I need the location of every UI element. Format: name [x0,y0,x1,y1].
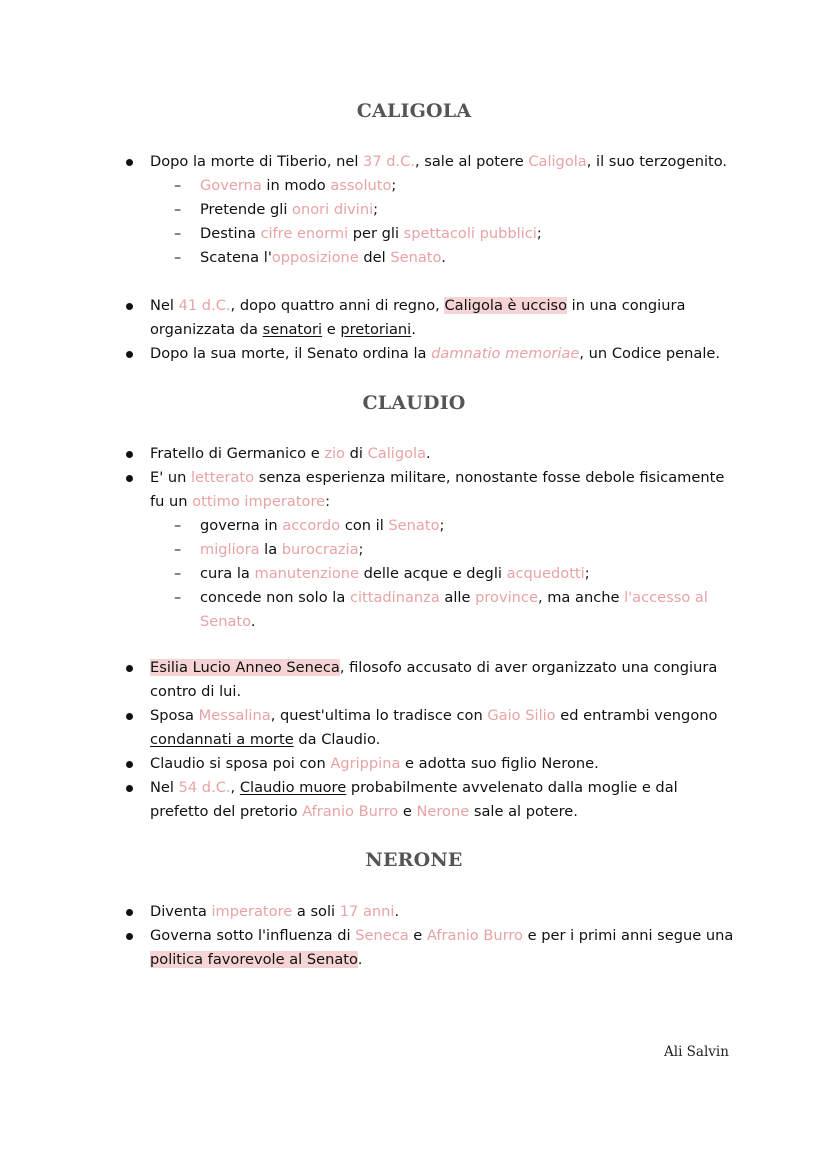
list-item: Dopo la morte di Tiberio, nel 37 d.C., sale al potere Caligola, il suo terzogenito. [0,150,828,174]
list-item: Nel 41 d.C., dopo quattro anni di regno, Caligola è ucciso in una congiura [0,294,828,318]
caligola-list-2 [0,294,828,366]
list-item: Esilia Lucio Anneo Seneca, filosofo accusato di aver organizzato una congiura [0,656,828,680]
list-item: Fratello di Germanico e zio di Caligola. [0,442,828,466]
list-item-continuation: politica favorevole al Senato. [150,951,363,968]
nerone-list [0,900,828,972]
list-item: Dopo la sua morte, il Senato ordina la damnatio memoriae, un Codice penale. [0,342,828,366]
list-item-continuation: fu un ottimo imperatore: [150,493,331,510]
list-item: Sposa Messalina, quest'ultima lo tradisce con Gaio Silio ed entrambi vengono [0,704,828,728]
sub-list-item-continuation: Senato. [200,613,256,630]
sub-list-item: – governa in accordo con il Senato; [0,514,828,538]
section-title-caligola: CALIGOLA [356,100,472,122]
list-item-continuation: prefetto del pretorio Afranio Burro e Nerone sale al potere. [150,803,578,820]
sub-list-item: – cura la manutenzione delle acque e degli acquedotti; [0,562,828,586]
section-title-nerone: NERONE [365,849,463,871]
sub-list-item: – Destina cifre enormi per gli spettacoli pubblici; [0,222,828,246]
list-item-continuation: contro di lui. [150,683,242,700]
section-title-claudio: CLAUDIO [362,392,466,414]
caligola-list [0,150,828,270]
list-item: Nel 54 d.C., Claudio muore probabilmente avvelenato dalla moglie e dal [0,776,828,800]
list-item: Claudio si sposa poi con Agrippina e adotta suo figlio Nerone. [0,752,828,776]
list-item: Diventa imperatore a soli 17 anni. [0,900,828,924]
list-item-continuation: condannati a morte da Claudio. [150,731,381,748]
sub-list-item: – concede non solo la cittadinanza alle province, ma anche l'accesso al [0,586,828,610]
sub-list-item: – Scatena l'opposizione del Senato. [0,246,828,270]
list-item-continuation: organizzata da senatori e pretoriani. [150,321,416,338]
list-item: E' un letterato senza esperienza militare, nonostante fosse debole fisicamente [0,466,828,490]
list-item: Governa sotto l'influenza di Seneca e Afranio Burro e per i primi anni segue una [0,924,828,948]
claudio-list-2 [0,656,828,824]
sub-list-item: – migliora la burocrazia; [0,538,828,562]
claudio-list [0,442,828,634]
sub-list-item: – Governa in modo assoluto; [0,174,828,198]
sub-list-item: – Pretende gli onori divini; [0,198,828,222]
author-signature: Ali Salvin [664,1044,729,1060]
